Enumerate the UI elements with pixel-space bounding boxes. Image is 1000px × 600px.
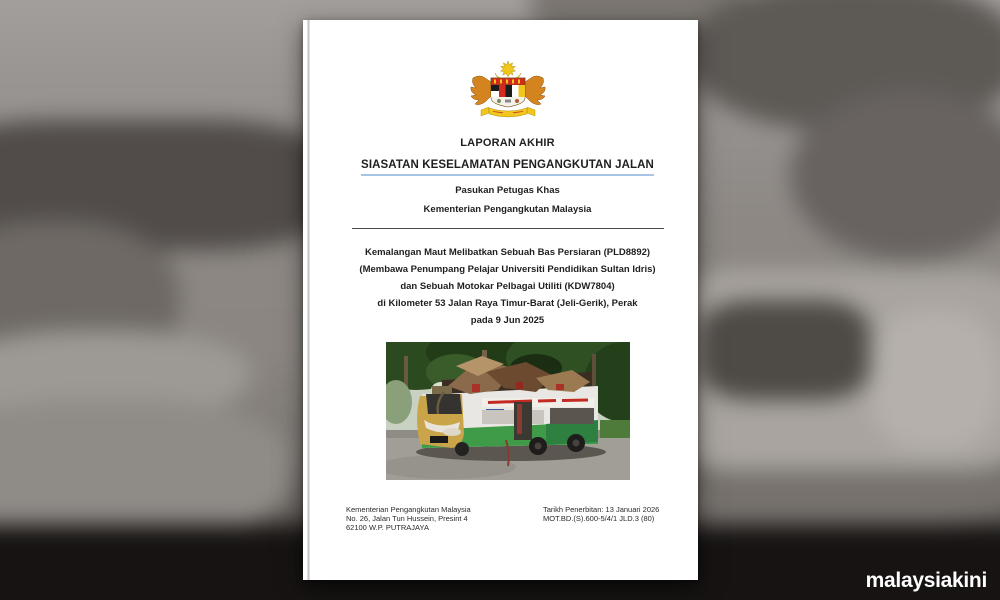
case-title-line: dan Sebuah Motokar Pelbagai Utiliti (KDW7804) — [400, 281, 615, 292]
malaysiakini-logo: malaysiakini — [865, 569, 987, 592]
malaysia-coat-of-arms-icon — [469, 60, 547, 120]
address-line: No. 26, Jalan Tun Hussein, Presint 4 — [346, 514, 468, 523]
ministry-name: Kementerian Pengangkutan Malaysia — [423, 204, 592, 215]
report-type-title: LAPORAN AKHIR — [460, 137, 555, 149]
reference-number: MOT.BD.(S).600-5/4/1 JLD.3 (80) — [543, 514, 655, 523]
case-title-line: Kemalangan Maut Melibatkan Sebuah Bas Persiaran (PLD8892) — [364, 247, 651, 258]
task-force-name: Pasukan Petugas Khas — [455, 185, 560, 196]
case-title-block — [317, 244, 698, 329]
address-line: 62100 W.P. PUTRAJAYA — [346, 523, 429, 532]
case-title-line: (Membawa Penumpang Pelajar Universiti Pendidikan Sultan Idris) — [359, 264, 656, 275]
case-title-line: pada 9 Jun 2025 — [470, 315, 545, 326]
crashed-bus-photo — [386, 342, 630, 480]
report-main-title: SIASATAN KESELAMATAN PENGANGKUTAN JALAN — [361, 159, 654, 176]
page-binding-edge — [307, 20, 310, 580]
report-cover-page — [303, 20, 698, 580]
publisher-address — [346, 505, 471, 532]
publication-date: Tarikh Penerbitan: 13 Januari 2026 — [543, 505, 660, 514]
publication-info — [543, 505, 659, 523]
address-line: Kementerian Pengangkutan Malaysia — [346, 505, 471, 514]
case-title-line: di Kilometer 53 Jalan Raya Timur-Barat (Jeli-Gerik), Perak — [377, 298, 638, 309]
header-separator-line — [352, 228, 664, 229]
